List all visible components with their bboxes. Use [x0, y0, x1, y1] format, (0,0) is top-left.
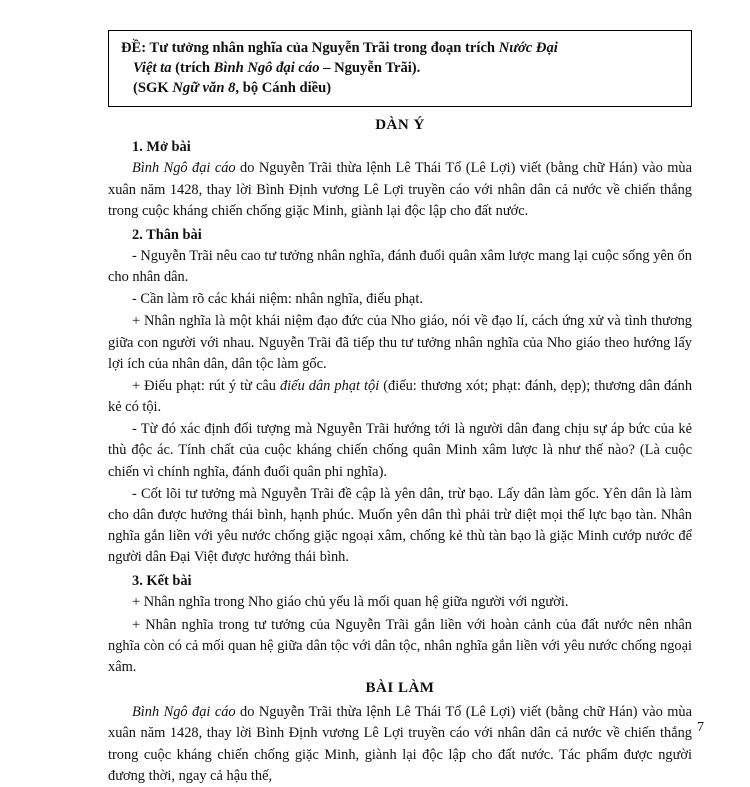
- prompt-textbook-name: Ngữ văn 8: [172, 80, 236, 97]
- paragraph-than-bai-6: - Cốt lõi tư tưởng mà Nguyễn Trãi đề cập là yên dân, trừ bạo. Lấy dân làm gốc. Yên dân là làm cho dân được hưởng thái bình, hạnh phúc. Muốn yên dân thì phải trừ diệt mọi thế lực bạo tàn. Nhân nghĩa gắn liền với yêu nước chống giặc ngoại xâm, chống kẻ thù tàn bạo là giặc Minh cướp nước để người dân Đại Việt được hưởng thái bình.: [108, 485, 692, 566]
- paragraph-mo-bai-1: Bình Ngô đại cáo do Nguyễn Trãi thừa lệnh Lê Thái Tổ (Lê Lợi) viết (bằng chữ Hán) vào mùa xuân năm 1428, thay lời Bình Định vương Lê Lợi truyền cáo với nhân dân cả nước về chiến thắng trong cuộc kháng chiến chống giặc Minh, giành lại độc lập cho đất nước.: [108, 160, 692, 219]
- paragraph-than-bai-2: - Cần làm rõ các khái niệm: nhân nghĩa, điếu phạt.: [132, 291, 423, 308]
- prompt-author: – Nguyễn Trãi).: [319, 60, 421, 77]
- prompt-work-title-2: Việt ta: [133, 60, 176, 77]
- paragraph-than-bai-1: - Nguyễn Trãi nêu cao tư tưởng nhân nghĩa, đánh đuổi quân xâm lược mang lại cuộc sống yên ổn cho nhân dân.: [108, 247, 692, 286]
- page-number: 7: [697, 720, 704, 735]
- essay-prompt-line-2: [121, 58, 681, 78]
- prompt-work-title-1: Nước Đại: [498, 40, 558, 56]
- prompt-text-2: (trích: [175, 60, 214, 77]
- section-heading-ket-bai: 3. Kết bài: [132, 573, 192, 590]
- essay-heading: BÀI LÀM: [365, 680, 435, 697]
- paragraph-bai-lam-1: Bình Ngô đại cáo do Nguyễn Trãi thừa lệnh Lê Thái Tổ (Lê Lợi) viết (bằng chữ Hán) vào mùa xuân năm 1428, thay lời Bình Định vương Lê Lợi truyền cáo với nhân dân cả nước về chiến thắng trong cuộc kháng chiến chống giặc Minh, giành lại độc lập cho đất nước. Tác phẩm được người đương thời, ngay cả hậu thế,: [108, 704, 692, 784]
- paragraph-ket-bai-2: + Nhân nghĩa trong tư tưởng của Nguyễn Trãi gắn liền với hoàn cảnh của đất nước nên nhân nghĩa còn có cả mối quan hệ giữa dân tộc với dân tộc, nhân nghĩa gắn liền với yêu nước chống ngoại xâm.: [108, 616, 692, 675]
- essay-prompt-line-1: [121, 38, 681, 58]
- paragraph-than-bai-3: + Nhân nghĩa là một khái niệm đạo đức của Nho giáo, nói về đạo lí, cách ứng xử và tình thương giữa con người với nhau. Nguyễn Trãi đã tiếp thu tư tưởng nhân nghĩa của Nho giáo theo hướng lấy lợi ích của nhân dân, dân tộc làm gốc.: [108, 313, 692, 372]
- section-heading-mo-bai: 1. Mở bài: [132, 139, 191, 156]
- prompt-textbook-series: , bộ Cánh diều): [235, 80, 332, 97]
- essay-prompt-box: [108, 30, 692, 107]
- section-heading-than-bai: 2. Thân bài: [132, 226, 202, 243]
- essay-prompt-line-3: [121, 78, 681, 98]
- paragraph-than-bai-5: - Từ đó xác định đối tượng mà Nguyễn Trãi hướng tới là người dân đang chịu sự áp bức của kẻ thù độc ác. Tính chất của cuộc kháng chiến chống quân Minh xâm lược là như thế nào? (Là cuộc chiến vì chính nghĩa, đánh đuổi quân phi nghĩa).: [108, 421, 692, 480]
- paragraph-ket-bai-1: + Nhân nghĩa trong Nho giáo chủ yếu là mối quan hệ giữa người với người.: [132, 594, 569, 611]
- prompt-textbook-prefix: (SGK: [133, 80, 173, 97]
- prompt-text-1: Tư tưởng nhân nghĩa của Nguyễn Trãi trong đoạn trích: [146, 40, 499, 56]
- prompt-source-work: Bình Ngô đại cáo: [213, 60, 320, 77]
- prompt-label: ĐỀ:: [121, 40, 147, 56]
- paragraph-than-bai-4: + Điếu phạt: rút ý từ câu điếu dân phạt tội (điếu: thương xót; phạt: đánh, dẹp); thương dân đánh kẻ có tội.: [108, 377, 693, 416]
- outline-heading: DÀN Ý: [375, 117, 425, 134]
